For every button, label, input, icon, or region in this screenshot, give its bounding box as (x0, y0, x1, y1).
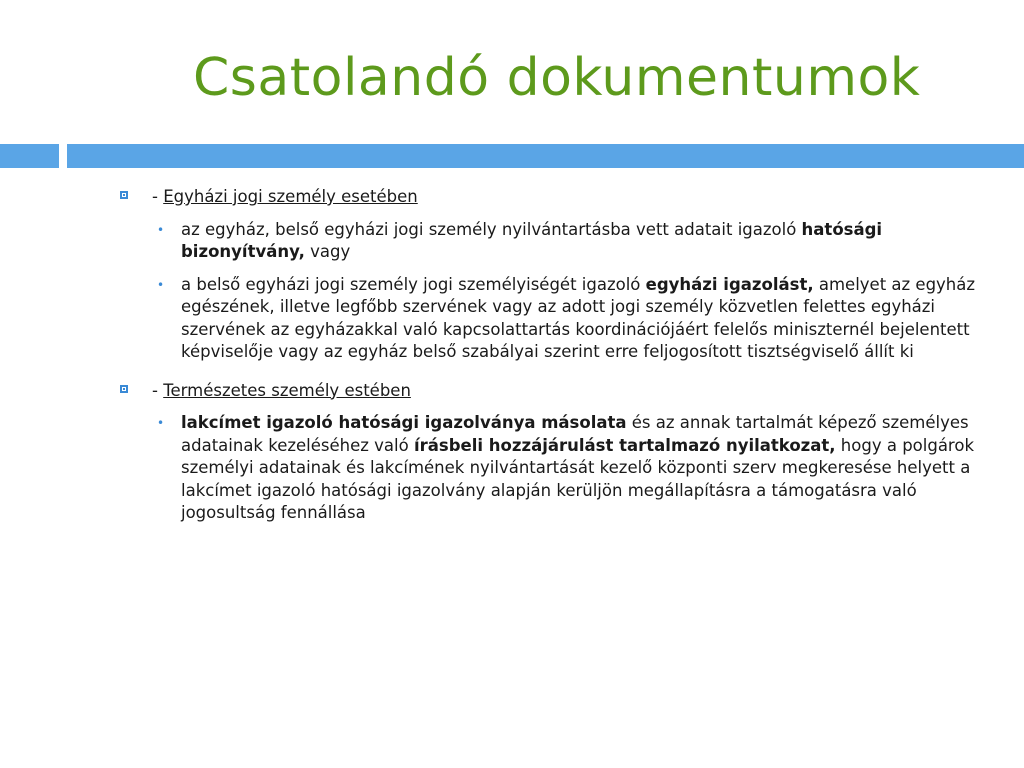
section-prefix: - (152, 380, 164, 400)
slide-body (120, 186, 980, 535)
item-text: és az annak tartalmát képező személyes adatainak kezeléséhez való (181, 413, 969, 455)
dot-bullet-icon: • (157, 222, 165, 237)
item-text: vagy (304, 242, 351, 261)
item-bold: lakcímet igazoló hatósági igazolványa másolata (181, 413, 627, 432)
item-bold: egyházi igazolást, (645, 274, 814, 294)
item-text: a belső egyházi jogi személy jogi személyiségét igazoló (181, 274, 646, 294)
item-bold: írásbeli hozzájárulást tartalmazó nyilatkozat, (413, 435, 836, 455)
section-church (120, 186, 980, 209)
list-item (120, 412, 980, 525)
section-natural-person (120, 380, 980, 403)
list-item (120, 219, 980, 264)
item-text: az egyház, belső egyházi jogi személy nyilvántartásba vett adatait igazoló (181, 219, 802, 239)
list-item (120, 274, 980, 364)
dot-bullet-icon: • (157, 416, 165, 430)
item-bold: hatósági bizonyítvány, (181, 219, 883, 261)
item-text: hogy a polgárok személyi adatainak és lakcímének nyilvántartását kezelő központi szerv megkeresése helyett a lakcímet igazoló hatósági igazolvány alapján kerüljön megállapításra a támogatásra való jogosultság fennállása (181, 435, 975, 522)
section-heading: Természetes személy estében (163, 380, 411, 400)
title-band-right (67, 144, 1024, 168)
section-heading: Egyházi jogi személy esetében (163, 187, 418, 206)
item-text: amelyet az egyház egészének, illetve legfőbb szervének vagy az adott jogi személy közvetlen felettes egyházi szervének az egyházakkal való kapcsolattartás koordinációjáért felelős miniszternél bejelentett képviselője vagy az egyház belső szabályai szerint erre feljogosított tisztségviselő állít ki (181, 274, 976, 361)
square-bullet-icon (120, 191, 128, 199)
slide-title: Csatolandó dokumentumok (193, 48, 921, 108)
dot-bullet-icon: • (157, 277, 165, 292)
section-prefix: - (152, 187, 164, 206)
square-bullet-icon (120, 385, 128, 393)
title-band-left (0, 144, 59, 168)
